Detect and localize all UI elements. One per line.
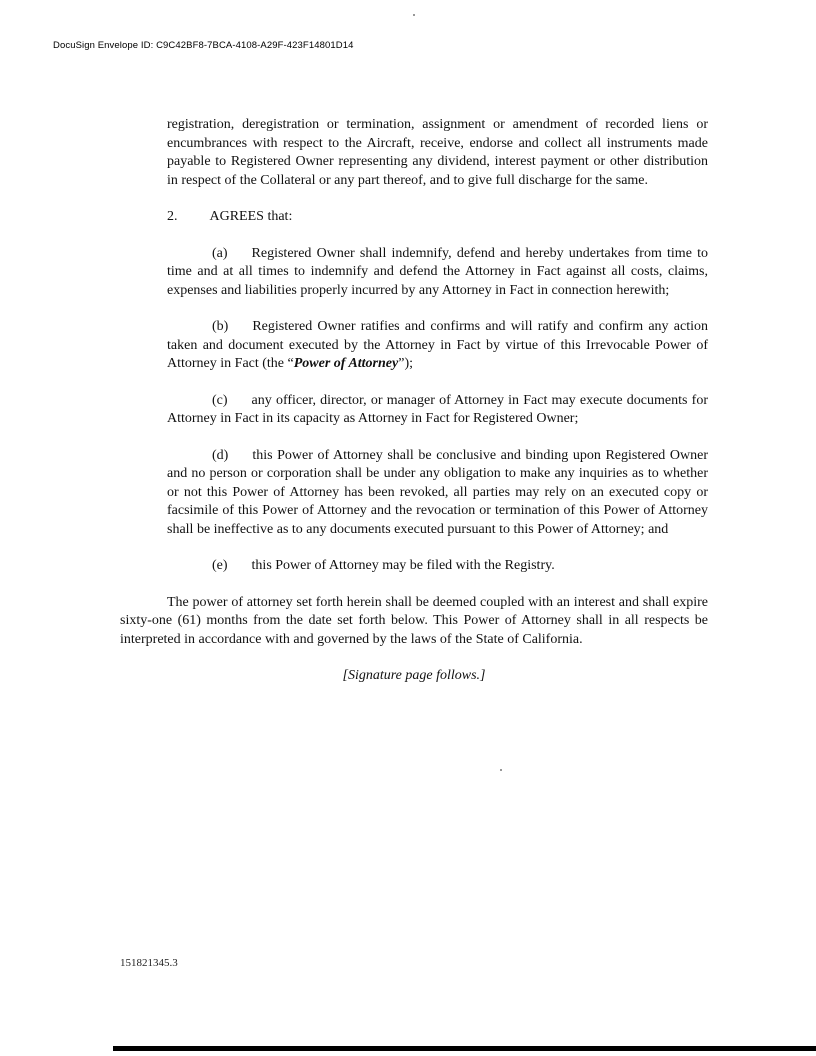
section-label: AGREES that: bbox=[209, 209, 293, 224]
subparagraph-e bbox=[167, 557, 708, 576]
section-2-heading bbox=[167, 208, 708, 227]
subparagraph-b bbox=[167, 318, 708, 374]
signature-page-note: [Signature page follows.] bbox=[342, 668, 486, 683]
subparagraph-c bbox=[167, 392, 708, 429]
closing-paragraph: The power of attorney set forth herein shall be deemed coupled with an interest and shall expire sixty-one (61) months from the date set forth below. This Power of Attorney shall in all respects be interpreted in accordance with and governed by the laws of the State of California. bbox=[120, 594, 708, 647]
defined-term-power-of-attorney: Power of Attorney bbox=[293, 356, 399, 371]
subparagraph-letter: (e) bbox=[212, 558, 228, 573]
subparagraph-letter: (a) bbox=[212, 245, 228, 261]
paragraph-continuation: registration, deregistration or termination, assignment or amendment of recorded liens or encumbrances with respect to the Aircraft, receive, endorse and collect all instruments made payable to Registered Owner representing any dividend, interest payment or other distribution in respect of the Collateral or any part thereof, and to give full discharge for the same. bbox=[167, 117, 708, 188]
document-control-number: 151821345.3 bbox=[120, 957, 178, 969]
subparagraph-letter: (d) bbox=[212, 447, 229, 463]
subparagraph-text: Registered Owner ratifies and confirms and will ratify and confirm any action taken and document executed by the Attorney in Fact by virtue of this Irrevocable Power of Attorney in Fact (the “ bbox=[167, 319, 708, 371]
scan-artifact-line bbox=[113, 1046, 816, 1051]
subparagraph-text: ”); bbox=[398, 356, 413, 371]
scan-artifact-dot bbox=[500, 769, 502, 771]
subparagraph-text: this Power of Attorney may be filed with the Registry. bbox=[251, 558, 555, 573]
subparagraph-text: this Power of Attorney shall be conclusive and binding upon Registered Owner and no person or corporation shall be under any obligation to make any inquiries as to whether or not this Power of Attorney has been revoked, all parties may rely on an executed copy or facsimile of this Power of Attorney and the revocation or termination of this Power of Attorney shall be ineffective as to any documents executed pursuant to this Power of Attorney; and bbox=[167, 447, 708, 537]
docusign-envelope-id: DocuSign Envelope ID: C9C42BF8-7BCA-4108-A29F-423F14801D14 bbox=[53, 40, 354, 51]
subparagraph-letter: (b) bbox=[212, 319, 229, 334]
document-body bbox=[120, 116, 708, 704]
subparagraph-d bbox=[167, 447, 708, 540]
scan-artifact-dot bbox=[413, 14, 415, 16]
section-number: 2. bbox=[167, 209, 178, 224]
subparagraph-text: any officer, director, or manager of Attorney in Fact may execute documents for Attorney in Fact in its capacity as Attorney in Fact for Registered Owner; bbox=[167, 392, 708, 426]
subparagraph-letter: (c) bbox=[212, 392, 228, 408]
subparagraph-a bbox=[167, 245, 708, 301]
subparagraph-text: Registered Owner shall indemnify, defend and hereby undertakes from time to time and at all times to indemnify and defend the Attorney in Fact against all costs, claims, expenses and liabilities properly incurred by any Attorney in Fact in connection herewith; bbox=[167, 245, 708, 298]
